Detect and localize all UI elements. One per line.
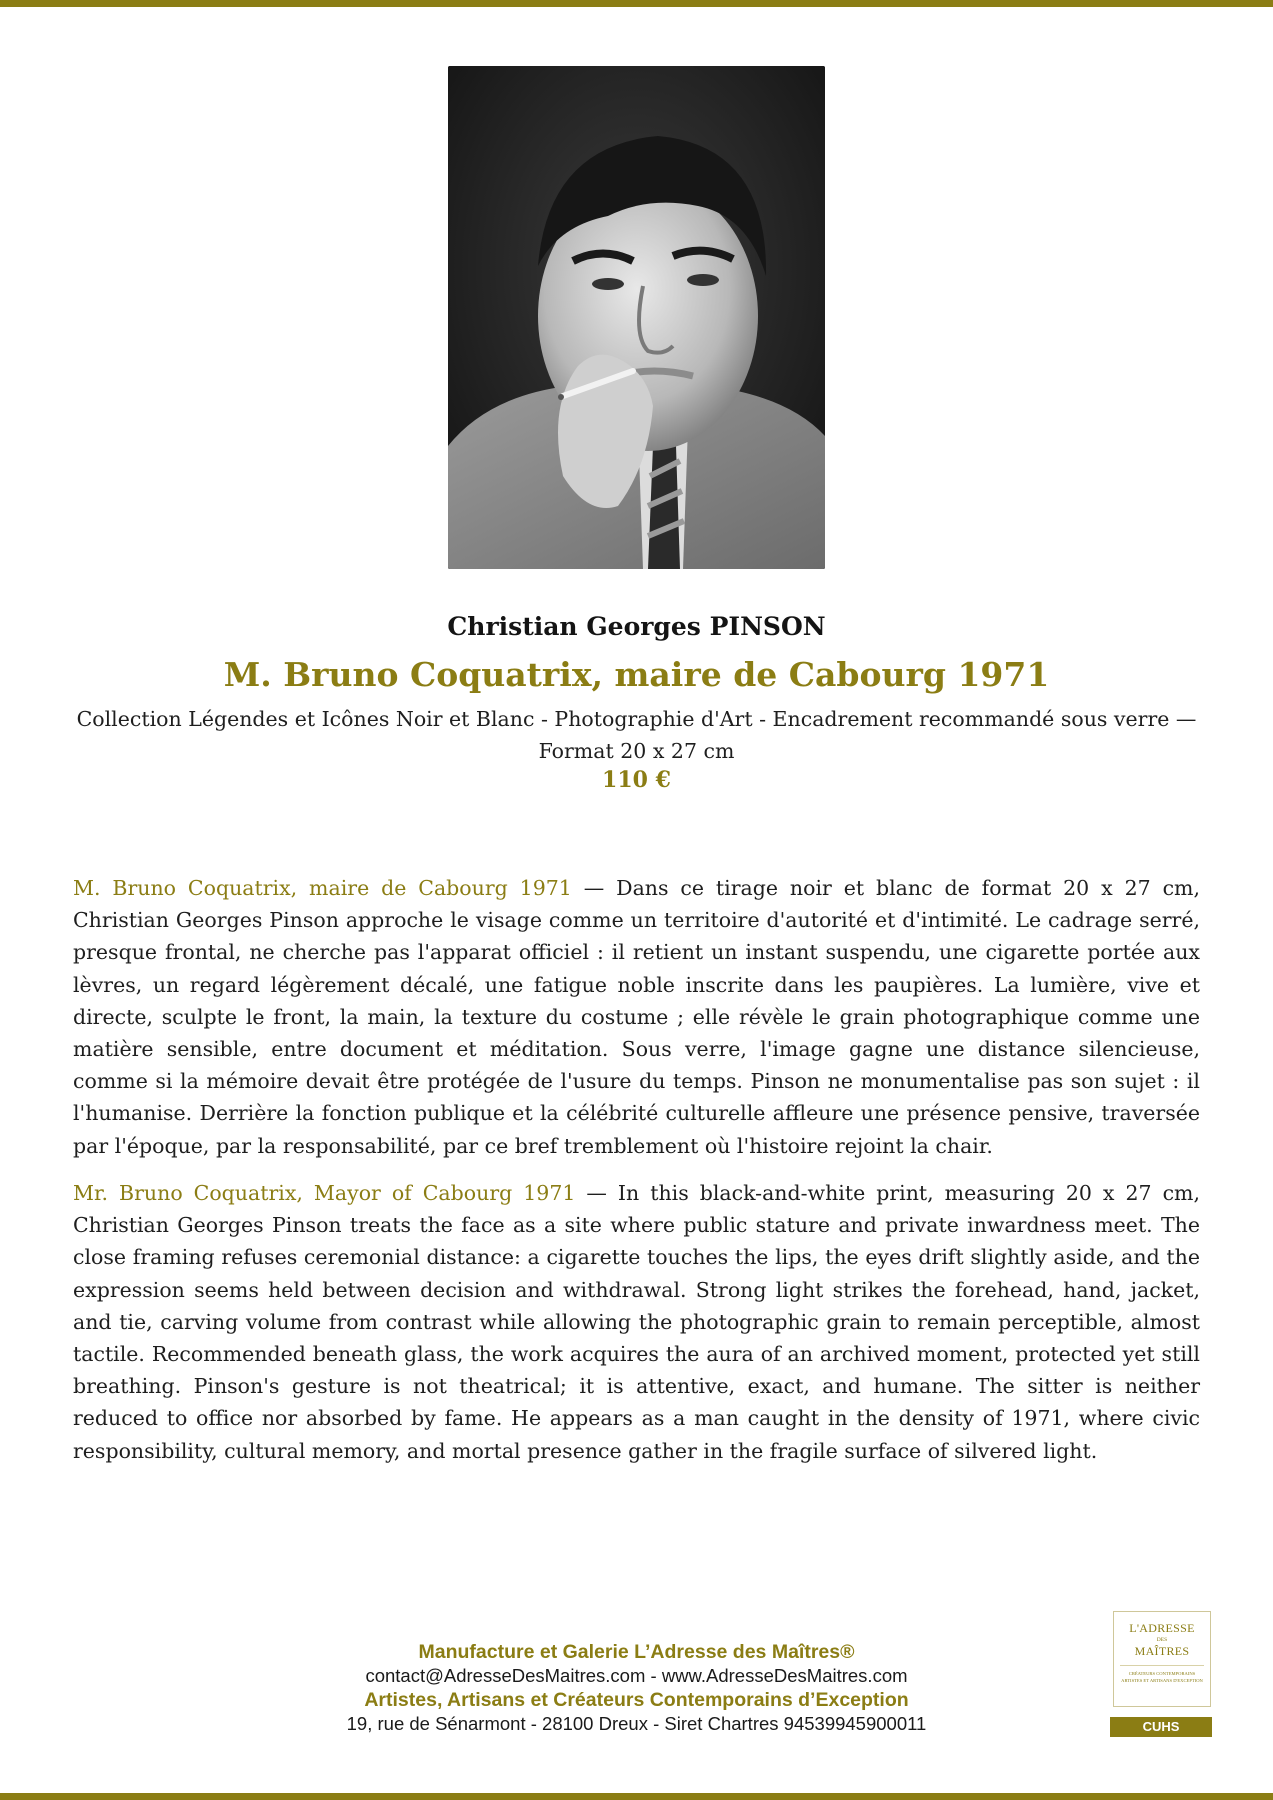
artist-name: Christian Georges PINSON [447, 612, 826, 641]
description-fr-body: — Dans ce tirage noir et blanc de format 20 x 27 cm, Christian Georges Pinson approche le visage comme un territoire d'autorité et d'intimité. Le cadrage serré, presque frontal, ne cherche pas l'apparat officiel : il retient un instant suspendu, une cigarette portée aux lèvres, un regard légèrement décalé, une fatigue noble inscrite dans les paupières. La lumière, vive et directe, sculpte le front, la main, la texture du costume ; elle révèle le grain photographique comme une matière sensible, entre document et méditation. Sous verre, l'image gagne une distance silencieuse, comme si la mémoire devait être protégée de l'usure du temps. Pinson ne monumentalise pas son sujet : il l'humanise. Derrière la fonction publique et la célébrité culturelle affleure une présence pensive, traversée par l'époque, par la responsabilité, par ce bref tremblement où l'histoire rejoint la chair. [73, 876, 1200, 1158]
artwork-price: 110 € [602, 767, 671, 793]
footer-address: 19, rue de Sénarmont - 28100 Dreux - Siret Chartres 94539945900011 [346, 1713, 927, 1734]
artwork-title: M. Bruno Coquatrix, maire de Cabourg 1971 [223, 655, 1050, 694]
footer-gallery-name: Manufacture et Galerie L’Adresse des Maîtres® [418, 1641, 855, 1663]
footer-tagline: Artistes, Artisans et Créateurs Contemporains d’Exception [364, 1689, 909, 1711]
description-fr [73, 872, 1200, 1162]
description-en-lead: Mr. Bruno Coquatrix, Mayor of Cabourg 1971 [73, 1181, 576, 1205]
logo-badge: CUHS [1110, 1717, 1212, 1737]
footer-contact: contact@AdresseDesMaitres.com - www.AdresseDesMaitres.com [365, 1665, 908, 1686]
description-en-body: — In this black-and-white print, measuring 20 x 27 cm, Christian Georges Pinson treats the face as a site where public stature and private inwardness meet. The close framing refuses ceremonial distance: a cigarette touches the lips, the eyes drift slightly aside, and the expression seems held between decision and withdrawal. Strong light strikes the forehead, hand, jacket, and tie, carving volume from contrast while allowing the photographic grain to remain perceptible, almost tactile. Recommended beneath glass, the work acquires the aura of an archived moment, protected yet still breathing. Pinson's gesture is not theatrical; it is attentive, exact, and humane. The sitter is neither reduced to office nor absorbed by fame. He appears as a man caught in the density of 1971, where civic responsibility, cultural memory, and mortal presence gather in the fragile surface of silvered light. [73, 1181, 1201, 1463]
bottom-rule [0, 1793, 1273, 1800]
artwork-photo [448, 66, 825, 569]
top-rule [0, 0, 1273, 7]
gallery-logo: L'ADRESSE DES MAÎTRES CRÉATEURS CONTEMPORAINS ARTISTES ET ARTISANS D'EXCEPTION [1113, 1611, 1211, 1707]
description-fr-lead: M. Bruno Coquatrix, maire de Cabourg 1971 [73, 876, 572, 900]
description-en [73, 1177, 1200, 1467]
artwork-subtitle: Collection Légendes et Icônes Noir et Blanc - Photographie d'Art - Encadrement recommandé sous verre — Format 20 x 27 cm [76, 707, 1197, 763]
footer [260, 1640, 1013, 1736]
